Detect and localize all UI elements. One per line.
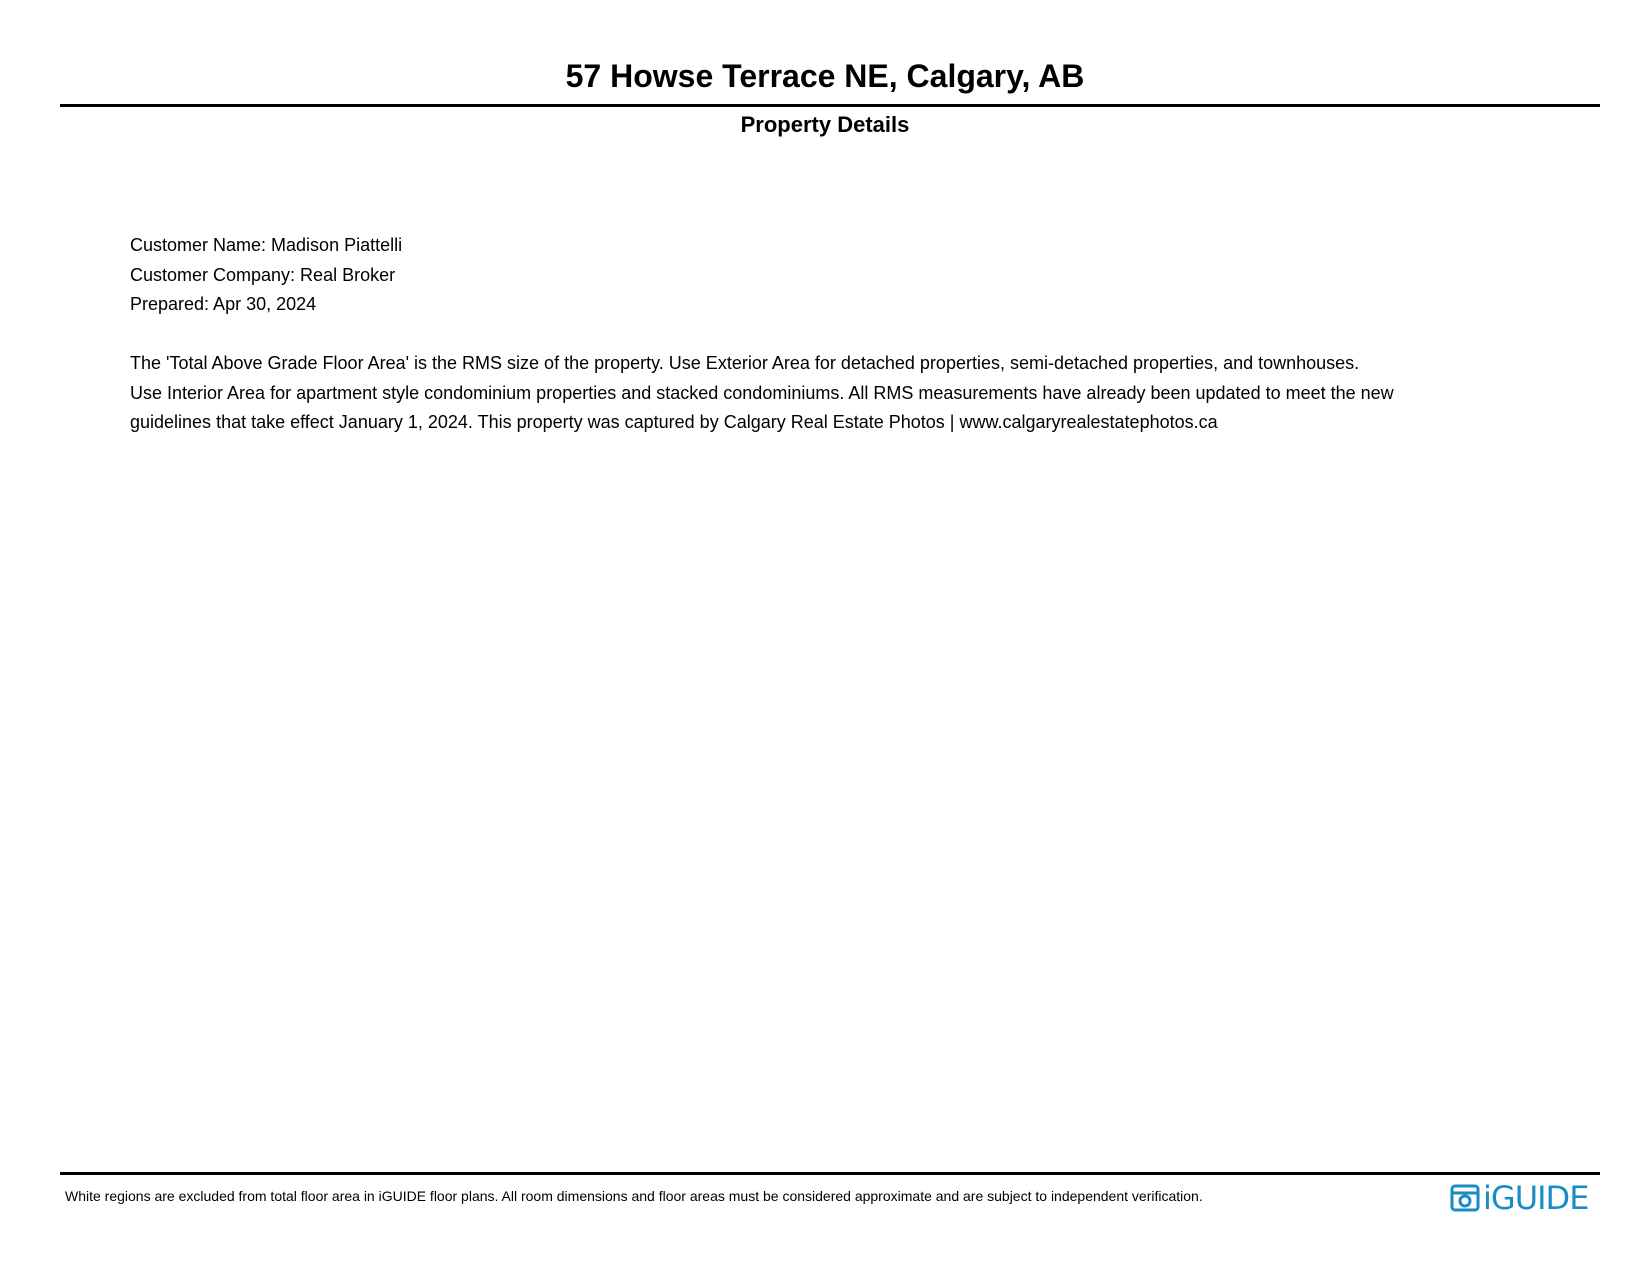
header-divider [60, 104, 1600, 107]
page-title: 57 Howse Terrace NE, Calgary, AB [565, 58, 1085, 94]
description-line: The 'Total Above Grade Floor Area' is the RMS size of the property. Use Exterior Area for detached properties, semi-detached properties, and townhouses. [130, 353, 1360, 373]
description-line: Use Interior Area for apartment style condominium properties and stacked condominiums. All RMS measurements have already been updated to meet the new [130, 382, 1394, 403]
customer-info [130, 231, 402, 320]
description-line: guidelines that take effect January 1, 2024. This property was captured by Calgary Real Estate Photos | www.calgaryrealestatephotos.ca [130, 412, 1218, 432]
iguide-camera-icon [1450, 1184, 1480, 1212]
customer-name: Customer Name: Madison Piattelli [130, 235, 403, 255]
footer-disclaimer: White regions are excluded from total floor area in iGUIDE floor plans. All room dimensions and floor areas must be considered approximate and are subject to independent verification. [65, 1188, 1203, 1204]
prepared-date: Prepared: Apr 30, 2024 [130, 294, 317, 314]
footer-divider [60, 1172, 1600, 1175]
description-paragraph [130, 349, 1530, 438]
page-subtitle: Property Details [740, 112, 910, 137]
customer-company: Customer Company: Real Broker [130, 264, 396, 285]
iguide-logo [1450, 1180, 1588, 1216]
iguide-logo-text: iGUIDE [1483, 1179, 1589, 1217]
